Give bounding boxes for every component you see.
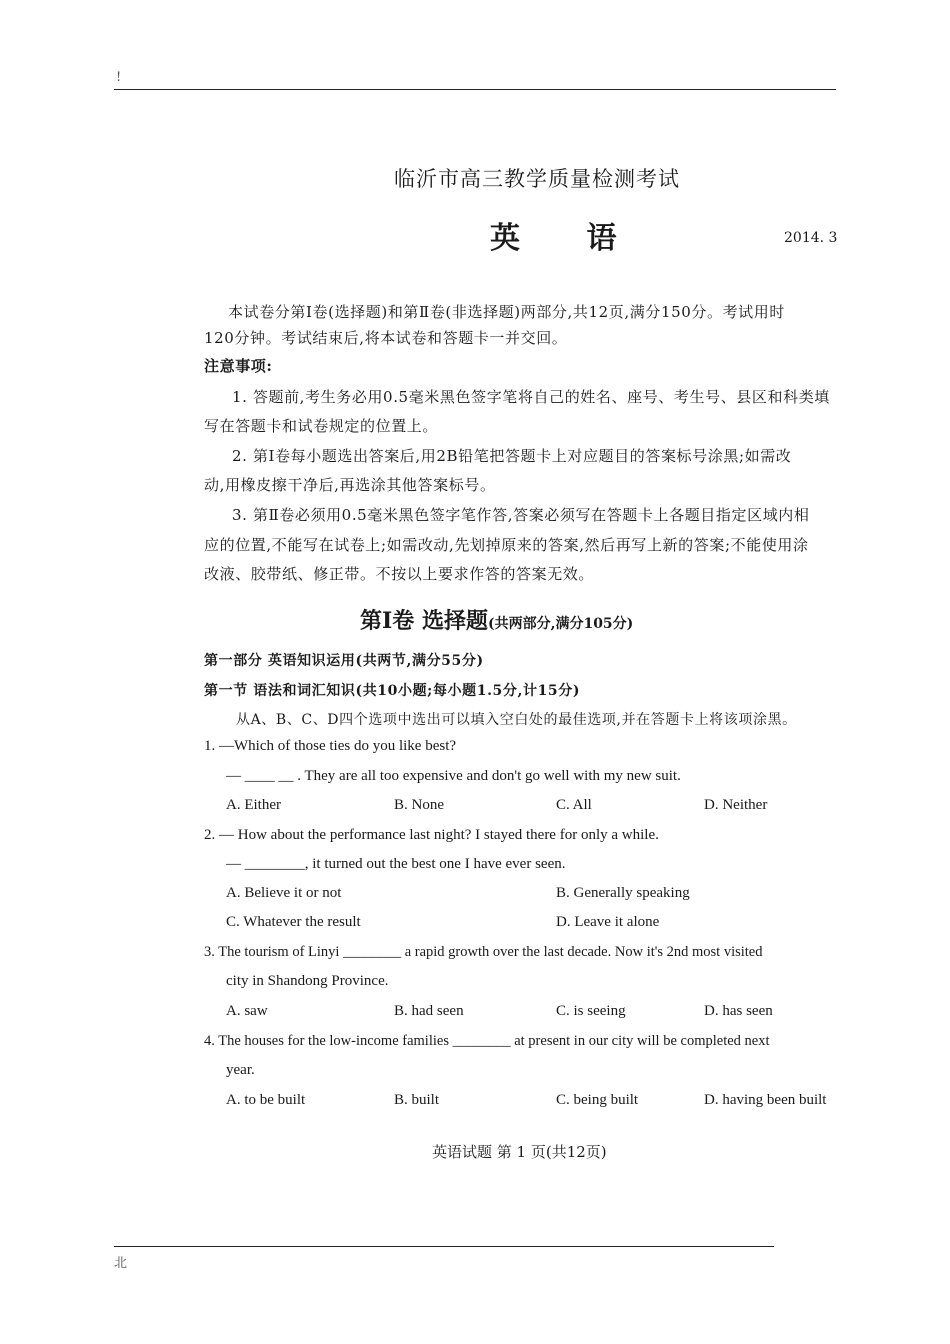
option: C. being built	[556, 1092, 639, 1108]
question-stem: 2. — How about the performance last night? I stayed there for only a while.	[204, 827, 659, 843]
header-rule	[114, 89, 836, 90]
notice-item: 2. 第Ⅰ卷每小题选出答案后,用2B铅笔把答题卡上对应题目的答案标号涂黑;如需改	[232, 447, 792, 465]
exam-title: 临沂市高三教学质量检测考试	[394, 167, 680, 191]
notice-item: 动,用橡皮擦干净后,再选涂其他答案标号。	[204, 476, 496, 494]
intro-line: 本试卷分第Ⅰ卷(选择题)和第Ⅱ卷(非选择题)两部分,共12页,满分150分。考试用时	[228, 303, 785, 321]
notice-item: 写在答题卡和试卷规定的位置上。	[204, 417, 439, 435]
option: D. having been built	[704, 1092, 827, 1108]
volume-note: (共两部分,满分105分)	[487, 616, 634, 632]
intro-line: 120分钟。考试结束后,将本试卷和答题卡一并交回。	[204, 329, 568, 347]
option: C. All	[556, 797, 592, 813]
notice-item: 1. 答题前,考生务必用0.5毫米黑色签字笔将自己的姓名、座号、考生号、县区和科类填	[232, 388, 830, 406]
option: B. built	[394, 1092, 440, 1108]
option: B. Generally speaking	[556, 885, 690, 901]
question-stem: — ____ __ . They are all too expensive and don't go well with my new suit.	[226, 768, 681, 784]
option: B. None	[394, 797, 444, 813]
question-stem: — ________, it turned out the best one I have ever seen.	[226, 856, 566, 872]
option: B. had seen	[394, 1003, 464, 1019]
notice-item: 应的位置,不能写在试卷上;如需改动,先划掉原来的答案,然后再写上新的答案;不能使用涂	[204, 536, 809, 554]
exam-date: 2014. 3	[784, 230, 838, 246]
option: D. has seen	[704, 1003, 773, 1019]
notice-item: 3. 第Ⅱ卷必须用0.5毫米黑色签字笔作答,答案必须写在答题卡上各题目指定区域内相	[232, 506, 810, 524]
option: D. Leave it alone	[556, 914, 660, 930]
notice-item: 改液、胶带纸、修正带。不按以上要求作答的答案无效。	[204, 565, 595, 583]
option: A. saw	[226, 1003, 268, 1019]
option: C. Whatever the result	[226, 914, 361, 930]
question-stem: city in Shandong Province.	[226, 973, 389, 989]
option: A. to be built	[226, 1092, 306, 1108]
volume-heading	[360, 604, 633, 635]
subject-title: 英 语	[490, 221, 645, 256]
bottom-mark: 北	[114, 1256, 128, 1271]
volume-title: 第Ⅰ卷 选择题	[360, 608, 488, 634]
header-mark: !	[116, 70, 122, 85]
question-stem: 4. The houses for the low-income families ________ at present in our city will be completed next	[204, 1033, 770, 1049]
instruction-text: 从A、B、C、D四个选项中选出可以填入空白处的最佳选项,并在答题卡上将该项涂黑。	[236, 712, 797, 728]
option: A. Believe it or not	[226, 885, 342, 901]
section-heading: 第一节 语法和词汇知识(共10小题;每小题1.5分,计15分)	[204, 683, 581, 699]
option: D. Neither	[704, 797, 768, 813]
notice-heading: 注意事项:	[204, 357, 273, 375]
option: A. Either	[226, 797, 281, 813]
question-stem: year.	[226, 1062, 255, 1078]
question-stem: 3. The tourism of Linyi ________ a rapid growth over the last decade. Now it's 2nd most visited	[204, 944, 763, 960]
footer-rule	[114, 1246, 774, 1247]
page-footer: 英语试题 第 1 页(共12页)	[432, 1143, 607, 1161]
question-stem: 1. —Which of those ties do you like best?	[204, 738, 457, 754]
part-heading: 第一部分 英语知识运用(共两节,满分55分)	[204, 653, 484, 669]
option: C. is seeing	[556, 1003, 626, 1019]
